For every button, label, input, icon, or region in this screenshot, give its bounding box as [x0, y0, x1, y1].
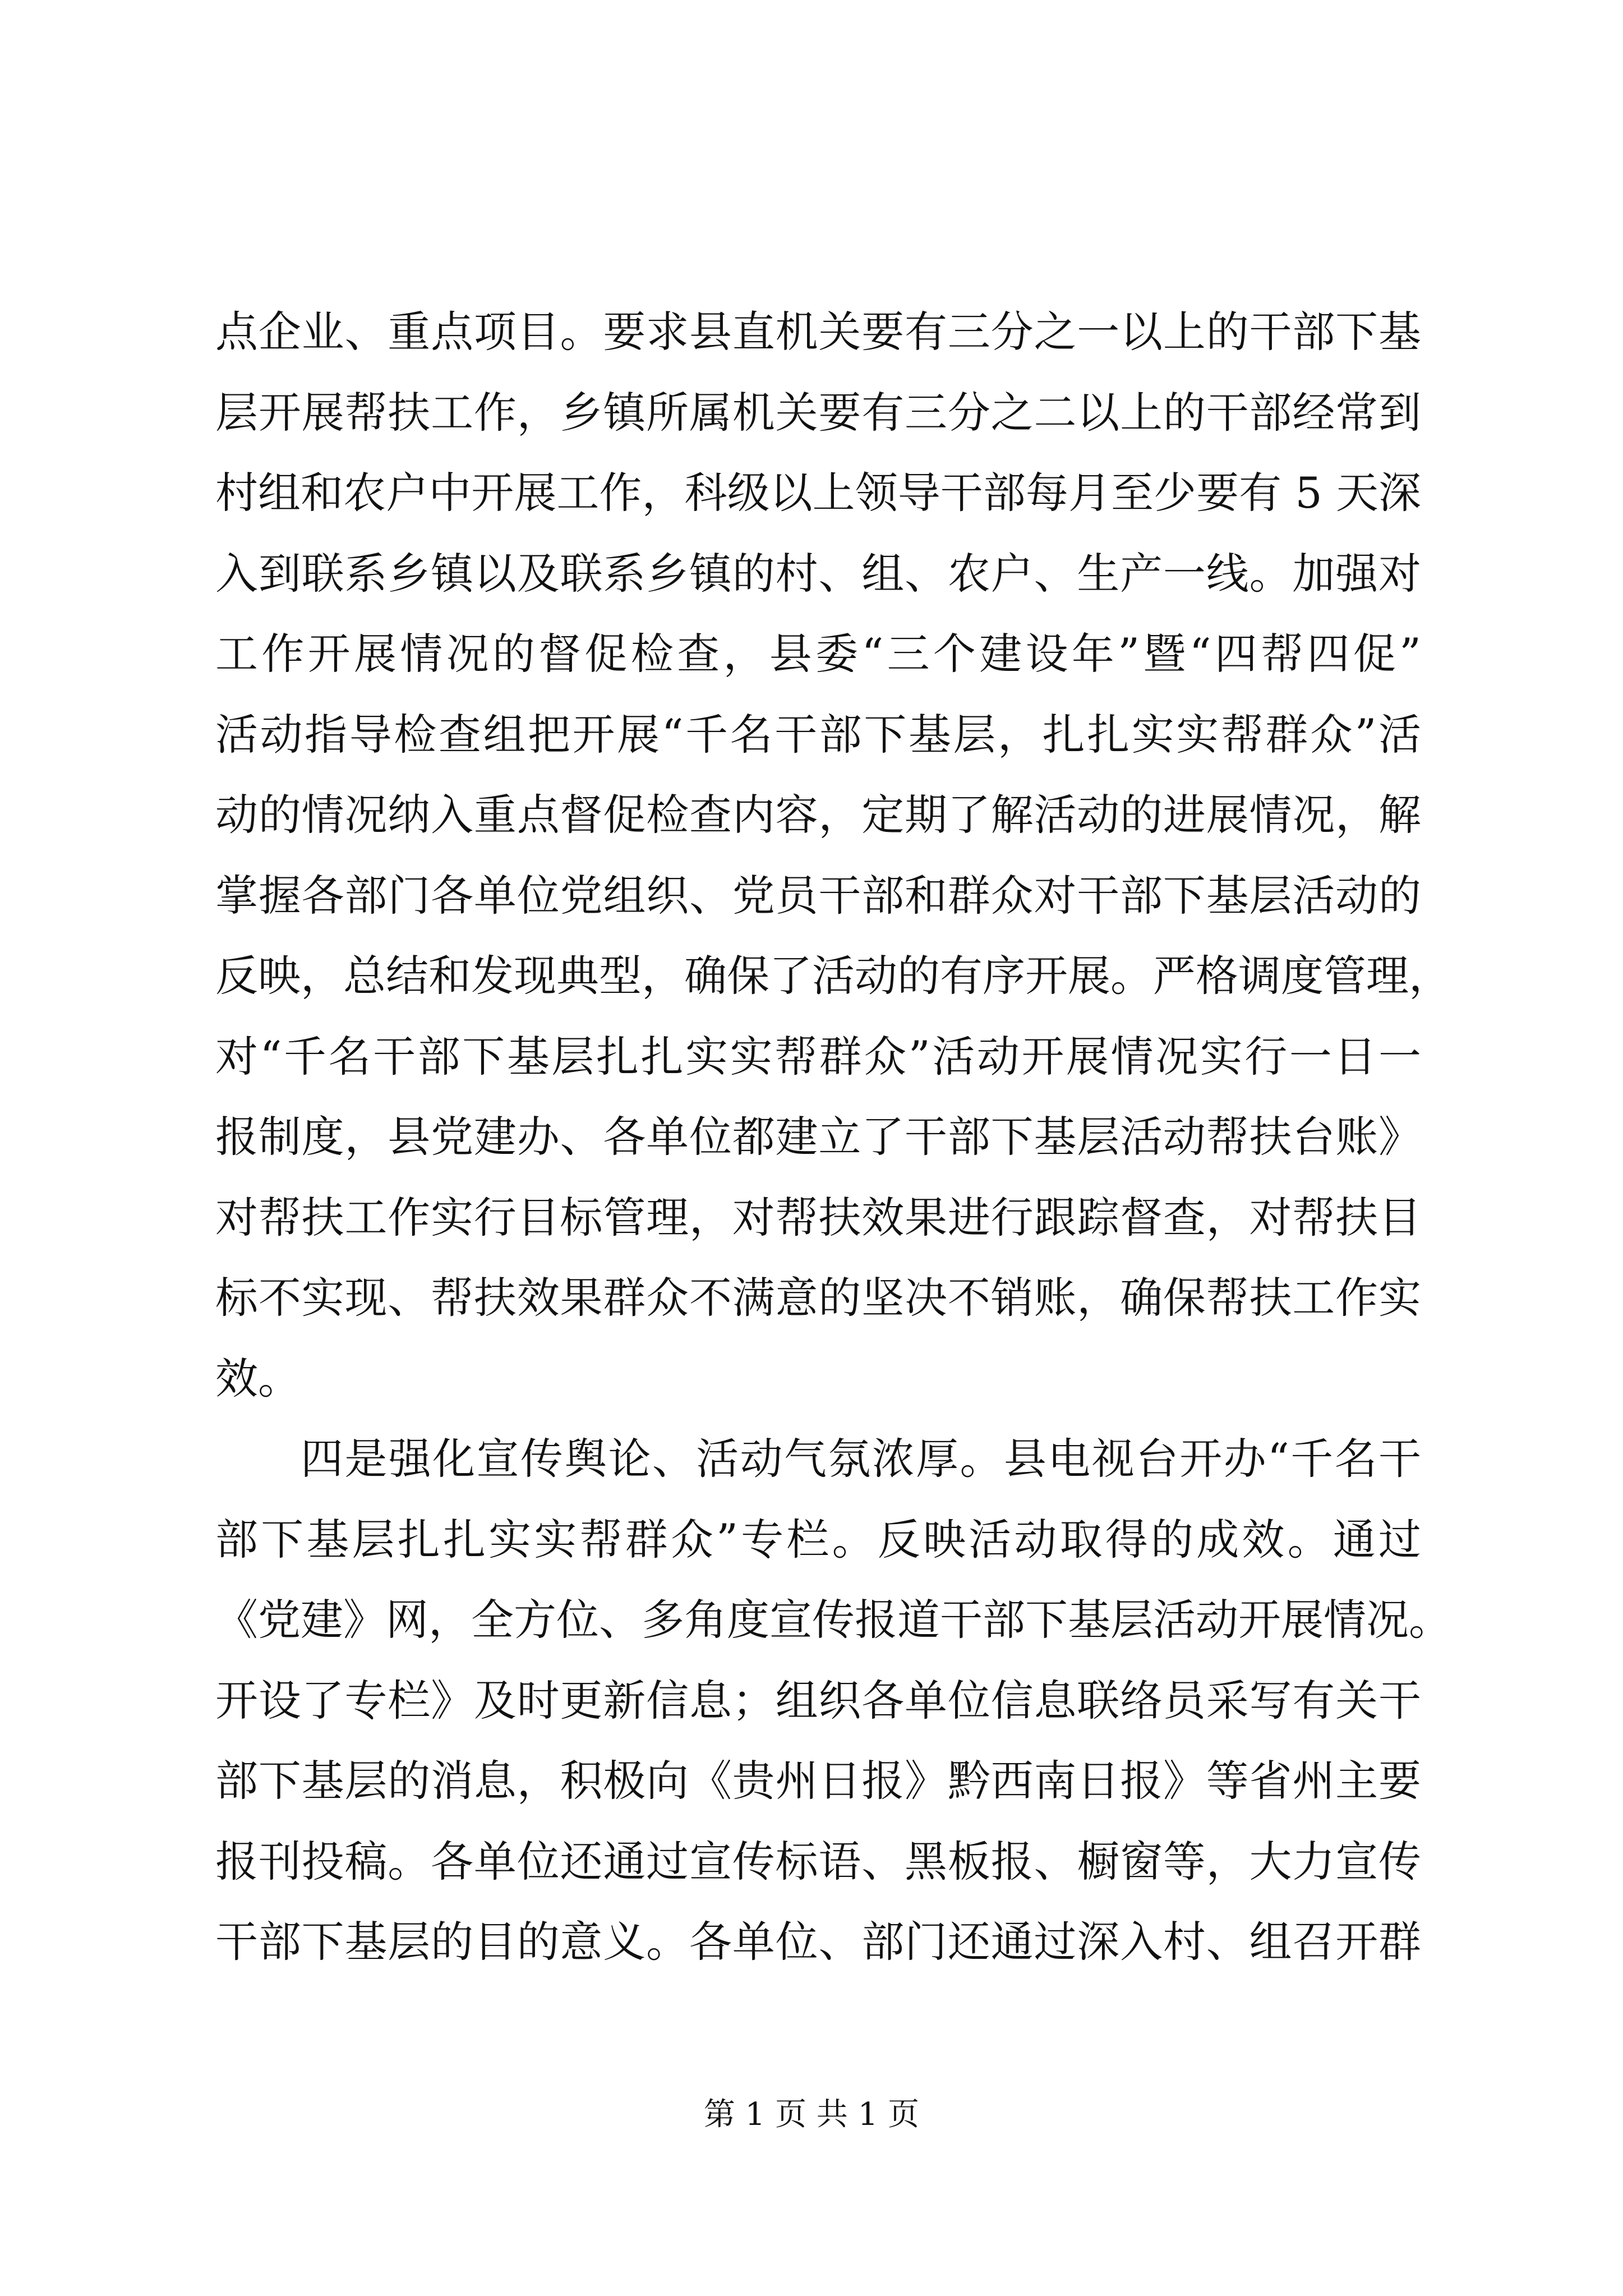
text-line: 标不实现、帮扶效果群众不满意的坚决不销账，确保帮扶工作实 [215, 1273, 1421, 1323]
text-line: 入到联系乡镇以及联系乡镇的村、组、农户、生产一线。加强对 [215, 548, 1421, 599]
text-line: 《党建》网，全方位、多角度宣传报道干部下基层活动开展情况。 [215, 1595, 1451, 1645]
text-line: 对“千名干部下基层扎扎实实帮群众”活动开展情况实行一日一 [215, 1031, 1421, 1082]
text-line: 开设了专栏》及时更新信息；组织各单位信息联络员采写有关干 [215, 1675, 1421, 1726]
text-line: 四是强化宣传舆论、活动气氛浓厚。县电视台开办“千名干 [301, 1434, 1421, 1484]
text-line: 部下基层的消息，积极向《贵州日报》黔西南日报》等省州主要 [215, 1756, 1421, 1806]
paragraph-2 [215, 1419, 1451, 1982]
text-line: 掌握各部门各单位党组织、党员干部和群众对干部下基层活动的 [215, 870, 1421, 921]
text-line: 活动指导检查组把开展“千名干部下基层，扎扎实实帮群众”活 [215, 709, 1421, 760]
text-line: 部下基层扎扎实实帮群众”专栏。反映活动取得的成效。通过 [215, 1514, 1421, 1565]
text-line: 层开展帮扶工作，乡镇所属机关要有三分之二以上的干部经常到 [215, 387, 1421, 438]
text-line: 工作开展情况的督促检查，县委“三个建设年”暨“四帮四促” [215, 629, 1421, 679]
text-line: 效。 [215, 1353, 301, 1404]
text-line: 干部下基层的目的意义。各单位、部门还通过深入村、组召开群 [215, 1917, 1421, 1967]
text-line: 动的情况纳入重点督促检查内容，定期了解活动的进展情况，解 [215, 790, 1421, 840]
document-body [215, 292, 1451, 1982]
paragraph-1 [215, 292, 1451, 1419]
page-number-label: 第 1 页 共 1 页 [703, 2096, 920, 2133]
text-line: 点企业、重点项目。要求县直机关要有三分之一以上的干部下基 [215, 307, 1421, 357]
text-line: 对帮扶工作实行目标管理，对帮扶效果进行跟踪督查，对帮扶目 [215, 1192, 1421, 1243]
page-footer [0, 2092, 1623, 2137]
text-line: 村组和农户中开展工作，科级以上领导干部每月至少要有 5 天深 [215, 468, 1421, 518]
text-line: 报刊投稿。各单位还通过宣传标语、黑板报、橱窗等，大力宣传 [215, 1836, 1421, 1887]
text-line: 反映，总结和发现典型，确保了活动的有序开展。严格调度管理， [215, 951, 1451, 1001]
text-line: 报制度，县党建办、各单位都建立了干部下基层活动帮扶台账》 [215, 1112, 1421, 1162]
